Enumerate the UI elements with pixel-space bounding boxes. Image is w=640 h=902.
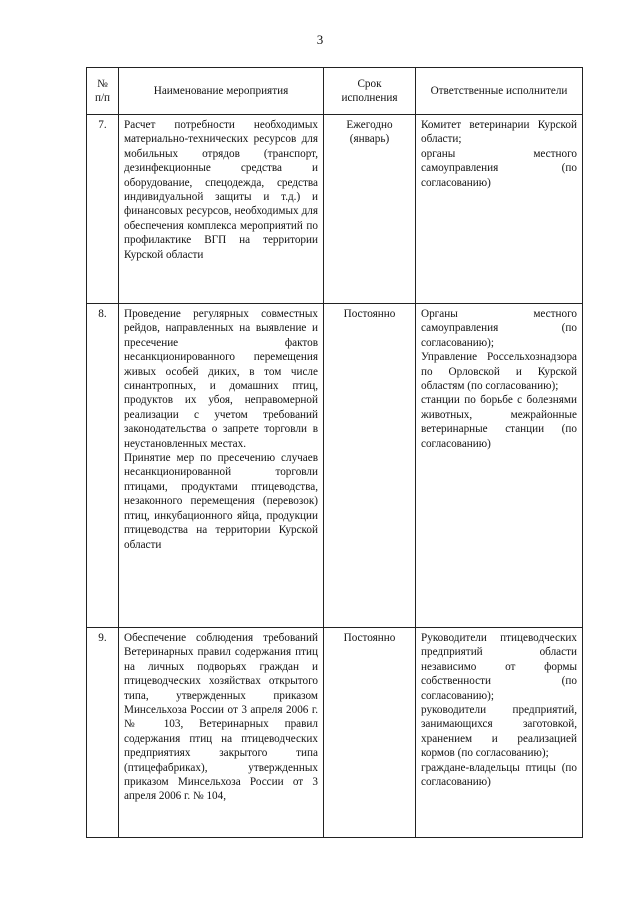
events-table bbox=[86, 67, 583, 838]
table-row bbox=[87, 304, 583, 628]
header-num: № п/п bbox=[87, 68, 119, 115]
row-number: 7. bbox=[87, 115, 119, 304]
responsible-line: Комитет ветеринарии Курской области; bbox=[421, 119, 577, 146]
event-name-paragraph: Проведение регулярных совместных рейдов, направленных на выявление и пресечение фактов несанкционированного перемещения живых особей диких, в том числе синантропных, и домашних птиц, продуктов их убоя, неправомерной реализации с учетом требований законодательства о запрете торговли в неустановленных местах. bbox=[124, 308, 318, 450]
event-responsible bbox=[416, 628, 583, 838]
responsible-line: руководители предприятий, занимающихся заготовкой, хранением и реализацией кормов (по согласованию); bbox=[421, 704, 577, 760]
event-term: Постоянно bbox=[324, 628, 416, 838]
responsible-line: Органы местного самоуправления (по согласованию); bbox=[421, 308, 577, 349]
responsible-line: станции по борьбе с болезнями животных, межрайонные ветеринарные станции (по согласованию) bbox=[421, 394, 577, 450]
event-responsible bbox=[416, 304, 583, 628]
header-name: Наименование мероприятия bbox=[119, 68, 324, 115]
responsible-line: Управление Россельхознадзора по Орловской и Курской областям (по согласованию); bbox=[421, 351, 577, 393]
row-number: 9. bbox=[87, 628, 119, 838]
responsible-line: органы местного самоуправления (по согласованию) bbox=[421, 147, 577, 189]
header-term: Срок исполнения bbox=[324, 68, 416, 115]
table-row bbox=[87, 115, 583, 304]
table-row bbox=[87, 628, 583, 838]
event-name-paragraph: Принятие мер по пресечению случаев несанкционированной торговли птицами, продуктами птицеводства, незаконного перемещения (перевозок) птиц, инкубационного яйца, продукции птицеводства на территории Курской области bbox=[124, 452, 318, 551]
event-term: Ежегодно (январь) bbox=[324, 115, 416, 304]
row-number: 8. bbox=[87, 304, 119, 628]
responsible-line: Руководители птицеводческих предприятий области независимо от формы собственности (по согласованию); bbox=[421, 632, 577, 702]
event-name-paragraph: Обеспечение соблюдения требований Ветеринарных правил содержания птиц на личных подворьях граждан и птицеводческих хозяйствах открытого типа, утвержденных приказом Минсельхоза России от 3 апреля 2006 г. № 103, Ветеринарных правил содержания птиц на птицеводческих предприятиях закрытого типа (птицефабриках), утвержденных приказом Минсельхоза России от 3 апреля 2006 г. № 104, bbox=[124, 632, 318, 803]
event-responsible bbox=[416, 115, 583, 304]
page-number: 3 bbox=[316, 32, 324, 47]
responsible-line: граждане-владельцы птицы (по согласованию) bbox=[421, 761, 577, 789]
event-term: Постоянно bbox=[324, 304, 416, 628]
event-name bbox=[119, 115, 324, 304]
event-name bbox=[119, 628, 324, 838]
event-name bbox=[119, 304, 324, 628]
header-responsible: Ответственные исполнители bbox=[416, 68, 583, 115]
event-name-paragraph: Расчет потребности необходимых материально-технических ресурсов для мобильных отрядов (транспорт, дезинфекционные средства и оборудование, спецодежда, средства индивидуальной защиты и т.д.) и финансовых ресурсов, необходимых для обеспечения комплекса мероприятий по профилактике ВГП на территории Курской области bbox=[124, 119, 318, 261]
table-header-row bbox=[87, 68, 583, 115]
